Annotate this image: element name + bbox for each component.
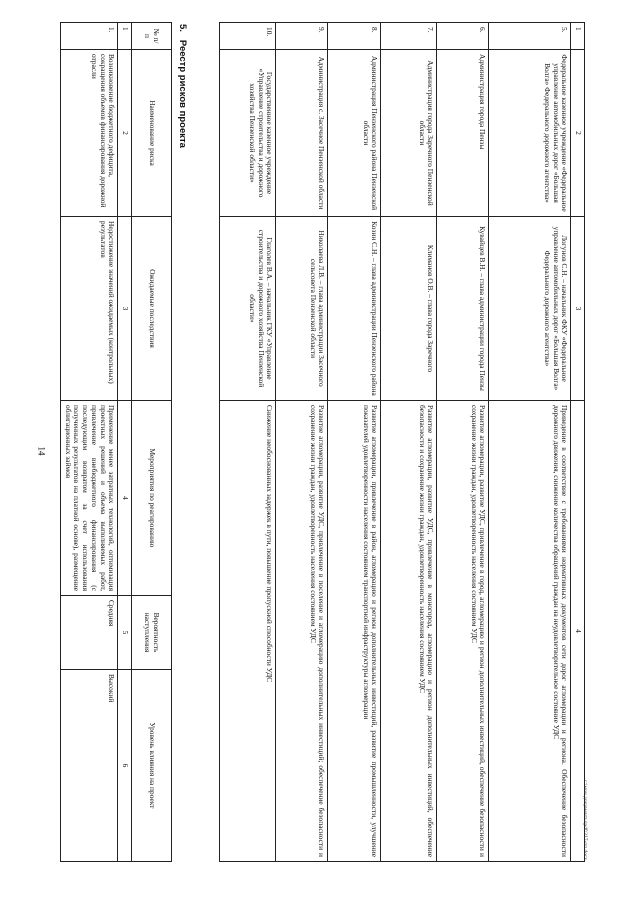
person-cell: Николаева Л.В. – глава администрации Засечного сельсовета Пензенской области (276, 217, 328, 401)
col-index: 3 (118, 217, 132, 401)
column-header: № п/п (132, 23, 172, 50)
column-header: Вероятность наступления (132, 596, 172, 670)
organization-cell: Администрация с. Засечное Пензенской области (276, 50, 328, 217)
interest-cell: Развитие агломерации, развитие УДС, привлечение в поселение и агломерацию дополнительных инвестиций; обеспечение безопасности и сохранение жизни граждан, удовлетворенность населения состоянием УДС (276, 401, 328, 862)
impact-cell: Высокий (60, 670, 117, 862)
column-header: Уровень влияния на проект (132, 670, 172, 862)
rotated-page-content (65, 22, 585, 862)
page-number: 14 (36, 446, 47, 456)
row-number: 10. (220, 23, 276, 50)
risk-register-table (60, 22, 172, 862)
row-number: 8. (328, 23, 381, 50)
organization-cell: Федеральное казенное учреждение «Федеральное управление автомобильных дорог «Большая Волга» Федерального дорожного агентства» (489, 50, 571, 217)
person-cell: Логунов С.Н. – начальник ФКУ «Федеральное управление автомобильных дорог «Большая Волга» Федерального дорожного агентства» (489, 217, 571, 401)
col-index: 4 (571, 401, 585, 862)
interest-cell: Развитие агломерации, развитие УДС, привлечение в моногород, агломерацию и регион дополнительных инвестиций, обеспечение безопасности и сохранение жизни граждан, удовлетворенность населения состоянием УДС (381, 401, 437, 862)
column-header: Ожидаемые последствия (132, 217, 172, 401)
row-number: 5. (489, 23, 571, 50)
section-title: Реестр рисков проекта (177, 39, 188, 148)
table-row (60, 23, 117, 862)
section-number: 5. (177, 24, 188, 32)
table-index-row (118, 23, 132, 862)
organization-cell: Государственное казенное учреждение «Управление строительства и дорожного хозяйства Пензенской области» (220, 50, 276, 217)
organization-cell: Администрация города Пензы (437, 50, 489, 217)
interest-cell: Развитие агломерации, развитие УДС, привлечение в город, агломерацию и регион дополнительных инвестиций, обеспечение безопасности и сохранение жизни граждан, удовлетворенность населения состоянием УДС (437, 401, 489, 862)
stakeholders-table (219, 22, 585, 862)
col-index: 1 (571, 23, 585, 50)
table-row (220, 23, 276, 862)
interest-cell: Приведение в соответствие с требованиями нормативных документов сети дорог агломерации и региона. Обеспечение безопасности дорожного движения, снижение количества обращений граждан на неудовлетворительное состояние УДС (489, 401, 571, 862)
row-number: 6. (437, 23, 489, 50)
table-row (381, 23, 437, 862)
consequences-cell: Недостижение значений ожидаемых (контрольных) результатов (60, 217, 117, 401)
table-row (328, 23, 381, 862)
section-heading (177, 24, 188, 148)
person-cell: Глаголев В.А. – начальник ГКУ «Управление строительства и дорожного хозяйства Пензенской области» (220, 217, 276, 401)
column-header: Наименование риска (132, 50, 172, 217)
table-row (489, 23, 571, 862)
person-cell: Козин С.Н. – глава администрации Пензенского района (328, 217, 381, 401)
col-index: 4 (118, 401, 132, 596)
table-row (276, 23, 328, 862)
col-index: 1 (118, 23, 132, 50)
row-number: 7. (381, 23, 437, 50)
row-number: 1. (60, 23, 117, 50)
interest-cell: Развитие агломерации, привлечение в район, агломерацию и регион дополнительных инвестиций, развитие промышленности, улучшение показателей удовлетворенности населения состоянием транспортной инфраструктуры агломерации (328, 401, 381, 862)
organization-cell: Администрация города Заречного Пензенской области (381, 50, 437, 217)
organization-cell: Администрация Пензенского района Пензенской области (328, 50, 381, 217)
col-index: 2 (571, 50, 585, 217)
column-header: Мероприятия по реагированию (132, 401, 172, 596)
col-index: 5 (118, 596, 132, 670)
person-cell: Кувайцев В.Н. – глава администрации города Пензы (437, 217, 489, 401)
table-header-row (571, 23, 585, 862)
risk-name-cell: Возникновение бюджетного дефицита, сокращения объемов финансирования дорожной отрасли (60, 50, 117, 217)
table-header-row (132, 23, 172, 862)
col-index: 3 (571, 217, 585, 401)
file-path-footer: c:\мои документы\pdf\317-пп.docx (582, 780, 588, 861)
interest-cell: Снижение необоснованных задержек в пути, повышение пропускной способности УДС (220, 401, 276, 862)
table-row (437, 23, 489, 862)
measures-cell: Применение менее затратных технологий, оптимизация проектных решений и объема выполняемых работ, привлечение внебюджетного финансирования (с последующим возвратом за счет использования полученных результатов на платной основе), размещение облигационных займов (60, 401, 117, 596)
col-index: 2 (118, 50, 132, 217)
probability-cell: Средняя (60, 596, 117, 670)
person-cell: Климанов О.В. – глава города Заречного (381, 217, 437, 401)
col-index: 6 (118, 670, 132, 862)
row-number: 9. (276, 23, 328, 50)
